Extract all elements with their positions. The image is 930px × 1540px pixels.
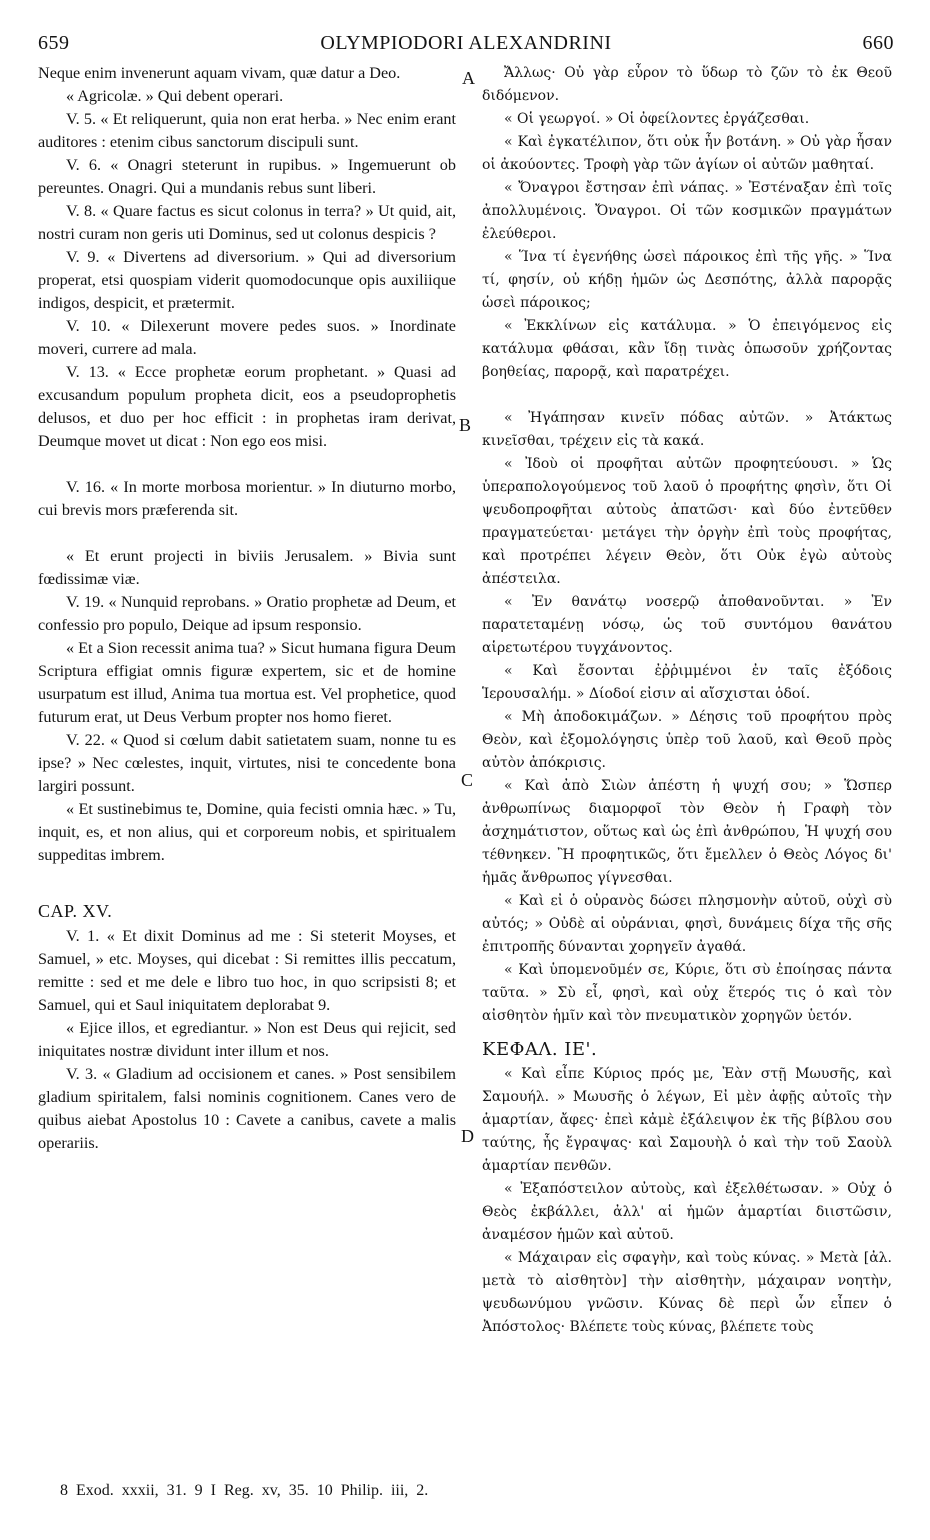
latin-paragraph: V. 1. « Et dixit Dominus ad me : Si steterit Moyses, et Samuel, » etc. Moyses, qui dicebat : Si remittes illis peccatum, remitte : sed et me dele e libro tuo hoc, in quo scripsisti 8; et Samuel, qui et Saul iniquitatem deplorabat 9.: [38, 927, 456, 1014]
greek-column: [482, 62, 892, 1339]
latin-paragraph: V. 16. « In morte morbosa morientur. » In diuturno morbo, cui brevis mors præferenda sit.: [38, 478, 456, 519]
greek-paragraph: « Ἐξαπόστειλον αὐτοὺς, καὶ ἐξελθέτωσαν. » Οὐχ ὁ Θεὸς ἐκβάλλει, ἀλλ' αἱ ἡμῶν ἁμαρτίαι διιστῶσιν, ἀναμέσον ἡμῶν καὶ αὐτοῦ.: [482, 1181, 892, 1243]
latin-chapter-title: CAP. XV.: [38, 901, 113, 921]
greek-paragraph: « Μὴ ἀποδοκιμάζων. » Δέησις τοῦ προφήτου πρὸς Θεὸν, καὶ ἐξομολόγησις ὑπὲρ τοῦ λαοῦ, καὶ Θεοῦ πρὸς αὐτὸν ἀπόκρισις.: [482, 709, 892, 771]
footnotes: 8 Exod. xxxii, 31. 9 I Reg. xv, 35. 10 Philip. iii, 2.: [60, 1482, 429, 1499]
running-title: OLYMPIODORI ALEXANDRINI: [320, 32, 612, 54]
greek-paragraph: « Καὶ ἀπὸ Σιὼν ἀπέστη ἡ ψυχή σου; » Ὥσπερ ἀνθρωπίνως διαμορφοῖ τὸν Θεὸν ἡ Γραφὴ τὸν ἀσχημάτιστον, οὕτως καὶ ὡς ἐπὶ ἀνθρώπου, Ἡ ψυχή σου τέθνηκεν. Ἢ προφητικῶς, ὅτι ἔμελλεν ὁ Θεὸς Λόγος δι' ἡμᾶς ἄνθρωπος γίγνεσθαι.: [482, 778, 892, 886]
latin-paragraph: V. 6. « Onagri steterunt in rupibus. » Ingemuerunt ob pereuntes. Onagri. Qui a mundanis rebus sunt liberi.: [38, 156, 456, 197]
latin-paragraph: V. 22. « Quod si cœlum dabit satietatem suam, nonne tu es ipse? » Nec cœlestes, inquit, virtutes, nisi te concedente bona largiri possunt.: [38, 731, 456, 795]
greek-paragraph: « Ἵνα τί ἐγενήθης ὡσεὶ πάροικος ἐπὶ τῆς γῆς. » Ἵνα τί, φησίν, οὐ κήδῃ ἡμῶν ὡς Δεσπότης, ἀλλὰ παρορᾷς ὡσεὶ πάροικος;: [482, 249, 892, 311]
latin-paragraph: « Agricolæ. » Qui debent operari.: [66, 87, 284, 105]
margin-letter-a: A: [462, 68, 475, 88]
page-number-right: 660: [862, 32, 894, 54]
greek-paragraph: « Καὶ ἐγκατέλιπον, ὅτι οὐκ ἦν βοτάνη. » Οὐ γὰρ ἦσαν οἱ ἀκούοντες. Τροφὴ γὰρ τῶν ἁγίων οἱ αὐτῶν μαθηταί.: [482, 134, 892, 173]
greek-paragraph: « Οἱ γεωργοί. » Οἱ ὀφείλοντες ἐργάζεσθαι.: [504, 111, 810, 127]
page-header: [38, 32, 894, 62]
latin-paragraph: V. 19. « Nunquid reprobans. » Oratio prophetæ ad Deum, et confessio pro populo, Deique ad ipsum responsio.: [38, 593, 456, 634]
greek-paragraph: « Καὶ ἔσονται ἐῤῥιμμένοι ἐν ταῖς ἐξόδοις Ἱερουσαλήμ. » Δίοδοί εἰσιν αἱ αἴσχισται ὁδοί.: [482, 663, 892, 702]
greek-paragraph: Ἄλλως· Οὐ γὰρ εὗρον τὸ ὕδωρ τὸ ζῶν τὸ ἐκ Θεοῦ διδόμενον.: [482, 65, 892, 104]
latin-paragraph: « Et erunt projecti in biviis Jerusalem. » Bivia sunt fœdissimæ viæ.: [38, 547, 456, 588]
greek-paragraph: « Καὶ εἰ ὁ οὐρανὸς δώσει πλησμονὴν αὐτοῦ, οὐχὶ σὺ αὐτός; » Οὐδὲ αἱ οὐράνιαι, φησὶ, δυνάμεις δίχα τῆς σῆς ἐπιτροπῆς δύνανται χορηγεῖν ἀγαθά.: [482, 893, 892, 955]
latin-paragraph: V. 10. « Dilexerunt movere pedes suos. » Inordinate moveri, currere ad mala.: [38, 317, 456, 358]
latin-paragraph: « Et sustinebimus te, Domine, quia fecisti omnia hæc. » Tu, inquit, es, et non alius, qui et corporeum nobis, et spiritualem suppeditas imbrem.: [38, 800, 456, 864]
greek-paragraph: « Ὄναγροι ἔστησαν ἐπὶ νάπας. » Ἐστέναξαν ἐπὶ τοῖς ἀπολλυμένοις. Ὄναγροι. Οἱ τῶν κοσμικῶν πραγμάτων ἐλεύθεροι.: [482, 180, 892, 242]
page-number-left: 659: [38, 32, 70, 54]
latin-paragraph: « Et a Sion recessit anima tua? » Sicut humana figura Deum Scriptura effigiat omnis figuræ expertem, sic et de homine usurpatum est illud, Anima tua mortua est. Vel prophetice, quod futurum erat, ut Deus Verbum propter nos homo fieret.: [38, 639, 456, 726]
greek-chapter-title: ΚΕΦΑΛ. ΙΕ'.: [482, 1039, 598, 1060]
greek-paragraph: « Καὶ ὑπομενοῦμέν σε, Κύριε, ὅτι σὺ ἐποίησας πάντα ταῦτα. » Σὺ εἶ, φησὶ, καὶ οὐχ ἕτερός τις ὁ καὶ τὸν αἰσθητὸν ἡμῖν καὶ τὸν πνευματικὸν χορηγῶν ὑετόν.: [482, 962, 892, 1024]
latin-paragraph: V. 13. « Ecce prophetæ eorum prophetant. » Quasi ad excusandum populum propheta dicit, eos a pseudoprophetis delusos, et duo per hoc efficit : in prophetas iram derivat, Deumque movet ut dicat : Non ego eos misi.: [38, 363, 456, 450]
greek-paragraph: « Καὶ εἶπε Κύριος πρός με, Ἐὰν στῇ Μωυσῆς, καὶ Σαμουήλ. » Μωυσῆς ὁ λέγων, Εἰ μὲν ἀφῇς αὐτοῖς τὴν ἁμαρτίαν, ἄφες· ἐπεὶ κἀμὲ ἐξάλειψον ἐκ τῆς βίβλου σου ταύτης, ἧς ἔγραψας· καὶ Σαμουὴλ ὁ καὶ τὴν τοῦ Σαοὺλ ἁμαρτίαν πενθῶν.: [482, 1066, 892, 1174]
greek-paragraph: « Ἐκκλίνων εἰς κατάλυμα. » Ὁ ἐπειγόμενος εἰς κατάλυμα φθάσαι, κἂν ἴδῃ τινὰς ὁπωσοῦν χρήζοντας βοηθείας, παρορᾷ, καὶ παρατρέχει.: [482, 318, 892, 380]
latin-paragraph: V. 8. « Quare factus es sicut colonus in terra? » Ut quid, ait, nostri curam non geris uti Dominus, sed ut colonus despicis ?: [38, 202, 456, 243]
latin-paragraph: V. 3. « Gladium ad occisionem et canes. » Post sensibilem gladium spiritalem, falsi nominis cognitionem. Canes vero de quibus aiebat Apostolus 10 : Cavete a canibus, cavete a malis operariis.: [38, 1065, 456, 1152]
latin-paragraph: V. 5. « Et reliquerunt, quia non erat herba. » Nec enim erant auditores : etenim cibus sanctorum discipuli sunt.: [38, 110, 456, 151]
latin-paragraph: Neque enim invenerunt aquam vivam, quæ datur a Deo.: [38, 64, 401, 82]
latin-paragraph: « Ejice illos, et egrediantur. » Non est Deus qui rejicit, sed iniquitates nostræ dividunt inter illum et nos.: [38, 1019, 456, 1060]
latin-paragraph: V. 9. « Divertens ad diversorium. » Qui ad diversorium properat, etsi quospiam viderit quomodocunque opis auxiliique indigos, despicit, et prætermit.: [38, 248, 456, 312]
margin-letter-d: D: [461, 1126, 474, 1146]
greek-paragraph: « Ἐν θανάτῳ νοσερῷ ἀποθανοῦνται. » Ἐν παρατεταμένῃ νόσῳ, ὡς τοῦ συντόμου θανάτου αἱρετωτέρου τυγχάνοντος.: [482, 594, 892, 656]
margin-letter-c: C: [461, 770, 474, 790]
greek-paragraph: « Μάχαιραν εἰς σφαγὴν, καὶ τοὺς κύνας. » Μετὰ [ἀλ. μετὰ τὸ αἰσθητὸν] τὴν αἰσθητὴν, μάχαιραν νοητὴν, ψευδωνύμου γνῶσιν. Κύνας δὲ περὶ ὧν εἶπεν ὁ Ἀπόστολος· Βλέπετε τοὺς κύνας, βλέπετε τοὺς: [482, 1250, 892, 1335]
latin-column: [38, 62, 456, 1155]
greek-paragraph: « Ἰδοὺ οἱ προφῆται αὐτῶν προφητεύουσι. » Ὡς ὑπεραπολογούμενος τοῦ λαοῦ ὁ προφήτης φησὶν, ὅτι Οἱ ψευδοπροφῆται αὐτοὺς ἀπατῶσι· καὶ δύο ἐντεῦθεν πραγματεύεται· μετάγει τὴν ὀργὴν ἐπὶ τοὺς προφήτας, καὶ προτρέπει λέγειν Θεὸν, ὅτι Οὐκ ἐγὼ αὐτοὺς ἀπέστειλα.: [482, 456, 892, 587]
greek-paragraph: « Ἠγάπησαν κινεῖν πόδας αὐτῶν. » Ἀτάκτως κινεῖσθαι, τρέχειν εἰς τὰ κακά.: [482, 410, 892, 449]
margin-letter-b: B: [459, 415, 472, 435]
